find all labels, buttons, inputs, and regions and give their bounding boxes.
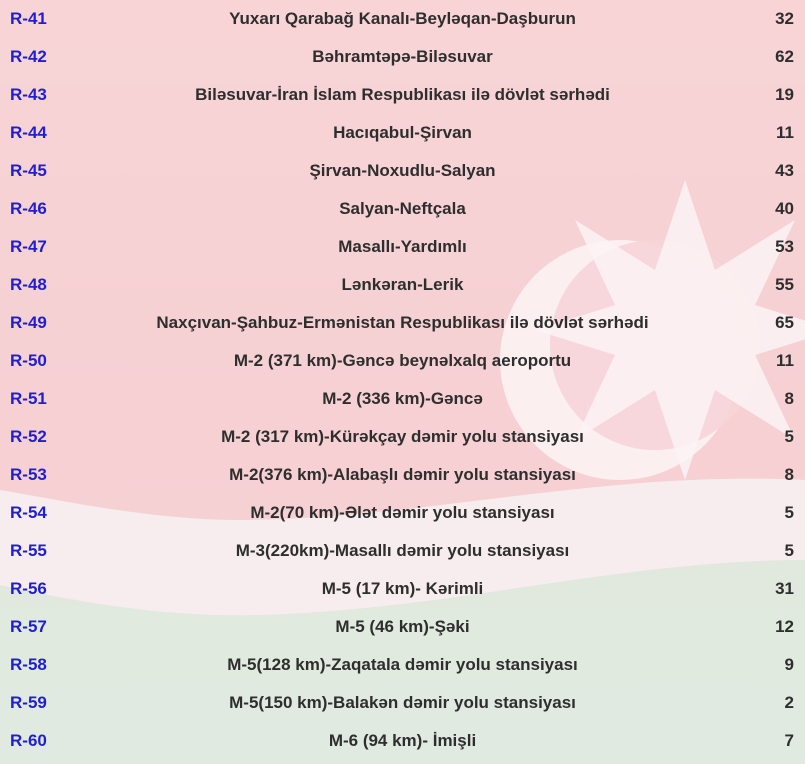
road-code: R-49 xyxy=(10,313,47,332)
road-name: Lənkəran-Lerik xyxy=(341,275,464,294)
road-name: Hacıqabul-Şirvan xyxy=(333,123,472,142)
road-code: R-43 xyxy=(10,85,47,104)
road-length: 62 xyxy=(775,47,794,66)
road-code: R-56 xyxy=(10,579,47,598)
road-code: R-45 xyxy=(10,161,47,180)
road-code: R-51 xyxy=(10,389,47,408)
road-length: 11 xyxy=(776,351,794,370)
table-row xyxy=(0,114,805,152)
road-name: M-6 (94 km)- İmişli xyxy=(328,731,477,750)
road-length: 11 xyxy=(776,123,794,142)
road-code: R-59 xyxy=(10,693,47,712)
road-code: R-46 xyxy=(10,199,47,218)
road-length: 43 xyxy=(775,161,794,180)
road-length: 32 xyxy=(775,9,794,28)
table-row xyxy=(0,342,805,380)
road-length: 7 xyxy=(784,731,794,750)
road-code: R-60 xyxy=(10,731,47,750)
road-name: M-5 (17 km)- Kərimli xyxy=(321,579,484,598)
road-code: R-52 xyxy=(10,427,47,446)
road-name: Masallı-Yardımlı xyxy=(338,237,467,256)
road-code: R-50 xyxy=(10,351,47,370)
road-code: R-42 xyxy=(10,47,47,66)
road-code: R-53 xyxy=(10,465,47,484)
table-row xyxy=(0,152,805,190)
road-name: M-3(220km)-Masallı dəmir yolu stansiyası xyxy=(235,541,570,560)
road-length: 55 xyxy=(775,275,794,294)
road-length: 65 xyxy=(775,313,794,332)
table-row xyxy=(0,532,805,570)
road-name: Bəhramtəpə-Biləsuvar xyxy=(312,47,493,66)
road-name: M-2 (317 km)-Kürəkçay dəmir yolu stansiyası xyxy=(221,427,584,446)
road-name: Biləsuvar-İran İslam Respublikası ilə dövlət sərhədi xyxy=(195,85,610,104)
road-length: 5 xyxy=(784,427,794,446)
road-length: 9 xyxy=(784,655,794,674)
road-length: 2 xyxy=(784,693,794,712)
road-name: M-5(150 km)-Balakən dəmir yolu stansiyası xyxy=(229,693,576,712)
road-length: 19 xyxy=(775,85,794,104)
table-row xyxy=(0,0,805,38)
table-row xyxy=(0,266,805,304)
table-row xyxy=(0,418,805,456)
road-length: 5 xyxy=(784,503,794,522)
road-name: M-5(128 km)-Zaqatala dəmir yolu stansiyası xyxy=(227,655,578,674)
road-code: R-57 xyxy=(10,617,47,636)
road-code: R-55 xyxy=(10,541,47,560)
table-row xyxy=(0,646,805,684)
road-code: R-54 xyxy=(10,503,47,522)
table-row xyxy=(0,38,805,76)
road-code: R-48 xyxy=(10,275,47,294)
road-code: R-58 xyxy=(10,655,47,674)
road-name: Yuxarı Qarabağ Kanalı-Beyləqan-Daşburun xyxy=(229,9,576,28)
road-code: R-44 xyxy=(10,123,47,142)
road-code: R-47 xyxy=(10,237,47,256)
road-code: R-41 xyxy=(10,9,47,28)
road-length: 53 xyxy=(775,237,794,256)
table-row xyxy=(0,570,805,608)
table-row xyxy=(0,608,805,646)
road-name: M-2 (336 km)-Gəncə xyxy=(322,389,483,408)
table-row xyxy=(0,456,805,494)
road-name: Naxçıvan-Şahbuz-Ermənistan Respublikası ilə dövlət sərhədi xyxy=(156,313,649,332)
road-length: 31 xyxy=(775,579,794,598)
road-length: 8 xyxy=(784,465,794,484)
road-length: 12 xyxy=(775,617,794,636)
road-name: M-5 (46 km)-Şəki xyxy=(335,617,470,636)
table-row xyxy=(0,304,805,342)
road-name: M-2 (371 km)-Gəncə beynəlxalq aeroportu xyxy=(233,351,572,370)
table-row xyxy=(0,722,805,760)
table-row xyxy=(0,380,805,418)
table-row xyxy=(0,494,805,532)
table-row xyxy=(0,76,805,114)
table-row xyxy=(0,228,805,266)
road-length: 5 xyxy=(784,541,794,560)
road-length: 40 xyxy=(775,199,794,218)
road-length: 8 xyxy=(784,389,794,408)
road-name: Şirvan-Noxudlu-Salyan xyxy=(309,161,496,180)
road-name: M-2(376 km)-Alabaşlı dəmir yolu stansiyası xyxy=(229,465,576,484)
road-name: M-2(70 km)-Ələt dəmir yolu stansiyası xyxy=(250,503,555,522)
table-row xyxy=(0,684,805,722)
table-row xyxy=(0,190,805,228)
road-name: Salyan-Neftçala xyxy=(339,199,466,218)
